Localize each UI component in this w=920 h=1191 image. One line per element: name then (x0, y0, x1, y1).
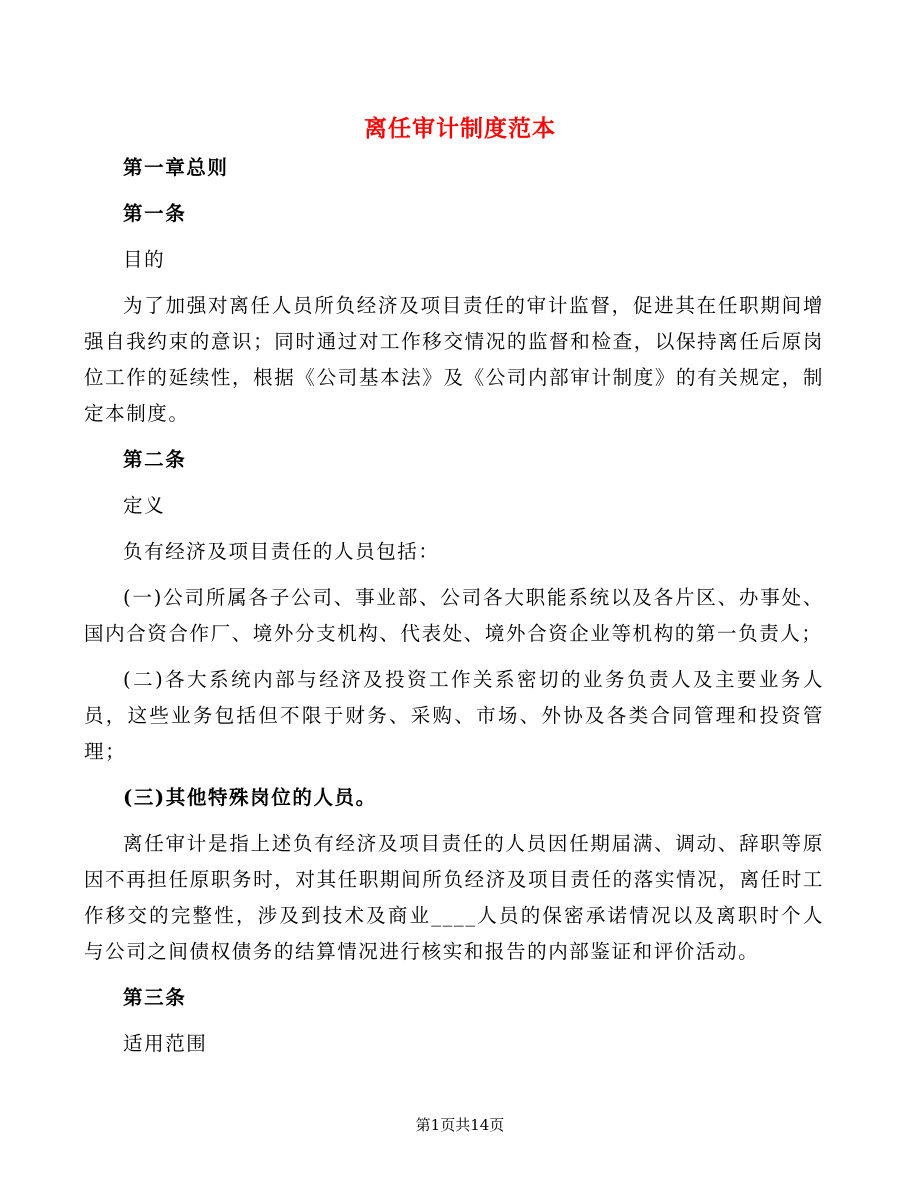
article-heading: 第二条 (123, 448, 187, 471)
list-item: (一)公司所属各子公司、事业部、公司各大职能系统以及各片区、办事处、国内合资合作厂、境外分支机构、代表处、境外合资企业等机构的第一负责人； (84, 586, 824, 645)
article-heading: 第一条 (123, 202, 187, 225)
section-label: 定义 (123, 494, 166, 517)
body-paragraph: 为了加强对离任人员所负经济及项目责任的审计监督，促进其在任职期间增强自我约束的意识；同时通过对工作移交情况的监督和检查，以保持离任后原岗位工作的延续性，根据《公司基本法》及《公司内部审计制度》的有关规定，制定本制度。 (84, 294, 824, 425)
document-body (84, 150, 824, 1072)
page-number: 第1页共14页 (415, 1116, 505, 1134)
chapter-heading: 第一章总则 (123, 156, 229, 179)
list-item: (二)各大系统内部与经济及投资工作关系密切的业务负责人及主要业务人员，这些业务包括但不限于财务、采购、市场、外协及各类合同管理和投资管理； (84, 668, 824, 763)
article-heading: 第三条 (123, 986, 187, 1009)
body-paragraph: 负有经济及项目责任的人员包括： (123, 540, 440, 563)
list-item: (三)其他特殊岗位的人员。 (123, 786, 377, 809)
section-label: 适用范围 (123, 1032, 208, 1055)
section-label: 目的 (123, 248, 166, 271)
document-title: 离任审计制度范本 (364, 115, 556, 142)
body-paragraph: 离任审计是指上述负有经济及项目责任的人员因任期届满、调动、辞职等原因不再担任原职务时，对其任职期间所负经济及项目责任的落实情况，离任时工作移交的完整性，涉及到技术及商业____人员的保密承诺情况以及离职时个人与公司之间债权债务的结算情况进行核实和报告的内部鉴证和评价活动。 (84, 832, 824, 963)
